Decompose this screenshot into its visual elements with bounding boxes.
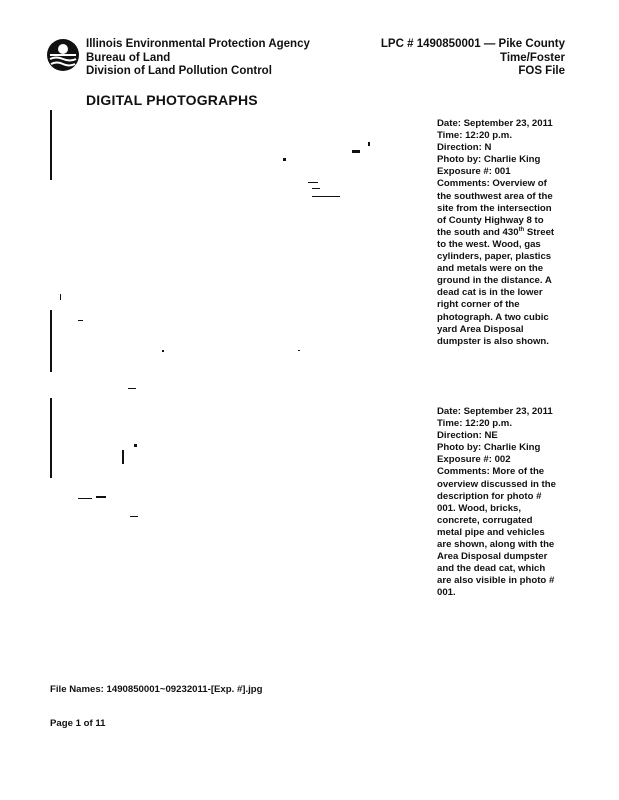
- photo-photographer: Photo by: Charlie King: [437, 154, 541, 166]
- photo-time: Time: 12:20 p.m.: [437, 418, 513, 430]
- lpc-number: LPC # 1490850001 — Pike County: [380, 38, 565, 50]
- file-names: File Names: 1490850001~09232011-[Exp. #].jpg: [50, 684, 263, 695]
- lpc-block: [381, 38, 565, 79]
- site-name: Time/Foster: [500, 51, 565, 64]
- photo-direction: Direction: NE: [437, 430, 498, 442]
- photo-direction: Direction: N: [437, 142, 492, 154]
- page-title: DIGITAL PHOTOGRAPHS: [86, 92, 258, 108]
- photo-comments: [437, 178, 557, 347]
- photo-comments: Comments: More of the overview discussed in the description for photo # 001. Wood, bricks, concrete, corrugated metal pipe and vehicles are shown, along with the Area Disposal dumpster and the dead cat, which are also visible in photo # 001.: [437, 466, 556, 599]
- photo-002: [50, 306, 415, 536]
- agency-name: Illinois Environmental Protection Agency: [86, 38, 310, 50]
- comment-ordinal-suffix: th: [518, 226, 525, 233]
- photo-date: Date: September 23, 2011: [437, 406, 553, 417]
- comment-text-part2: Street to the west. Wood, gas cylinders, paper, plastics and metals were on the ground in the distance. A dead cat is in the lower right corner of the photograph. A two cubic yard Area Disposal dumpster is also shown.: [437, 226, 555, 347]
- photo-002-description: [437, 406, 557, 600]
- photo-exposure: Exposure #: 002: [437, 454, 511, 466]
- photo-time: Time: 12:20 p.m.: [437, 130, 513, 142]
- photo-photographer: Photo by: Charlie King: [437, 442, 541, 454]
- photo-001: [50, 108, 415, 303]
- bureau-name: Bureau of Land: [86, 51, 171, 64]
- page-number: Page 1 of 11: [50, 718, 106, 729]
- file-type: FOS File: [518, 65, 565, 77]
- photo-001-description: [437, 118, 557, 348]
- division-name: Division of Land Pollution Control: [86, 65, 272, 77]
- photo-exposure: Exposure #: 001: [437, 166, 511, 178]
- agency-block: [86, 38, 310, 79]
- photo-date: Date: September 23, 2011: [437, 118, 553, 129]
- iepa-logo: [46, 38, 80, 72]
- comment-text-part1: Comments: Overview of the southwest area of the site from the intersection of County Highway 8 to the south and 430: [437, 178, 553, 238]
